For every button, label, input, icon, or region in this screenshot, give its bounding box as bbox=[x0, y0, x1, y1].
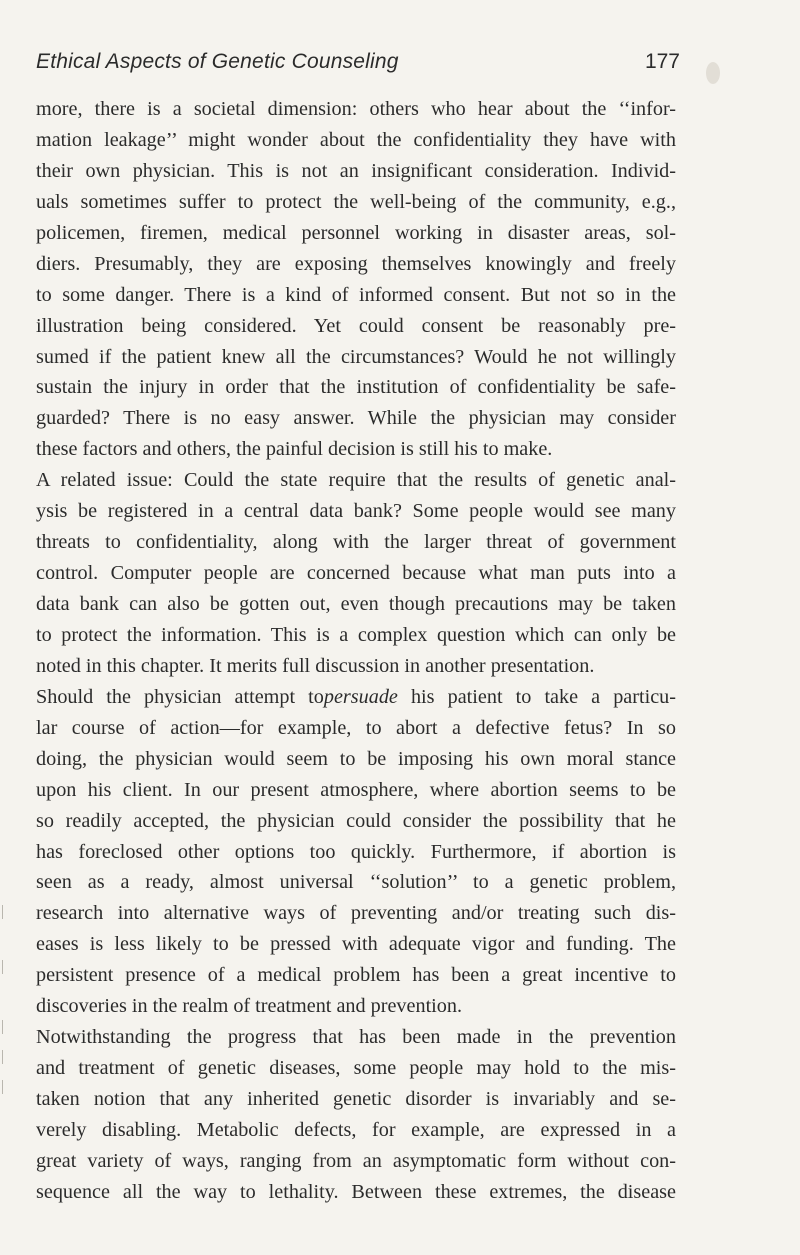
page-number: 177 bbox=[644, 50, 680, 73]
text-line: noted in this chapter. It merits full discussion in another presentation. bbox=[36, 654, 595, 677]
text-line: their own physician. This is not an insignificant consideration. Individ- bbox=[36, 159, 676, 182]
text-line: taken notion that any inherited genetic disorder is invariably and se- bbox=[36, 1088, 676, 1110]
text-line: threats to confidentiality, along with the larger threat of government bbox=[36, 531, 676, 554]
text-line: guarded? There is no easy answer. While the physician may consider bbox=[36, 407, 676, 430]
text-line: seen as a ready, almost universal ‘‘solution’’ to a genetic problem, bbox=[36, 871, 676, 894]
margin-mark bbox=[2, 1020, 7, 1034]
text-line: persistent presence of a medical problem has been a great incentive to bbox=[36, 964, 676, 987]
text-line: policemen, firemen, medical personnel working in disaster areas, sol- bbox=[36, 221, 676, 244]
text-line: control. Computer people are concerned because what man puts into a bbox=[36, 562, 676, 585]
text-line: uals sometimes suffer to protect the well-being of the community, e.g., bbox=[36, 190, 676, 213]
text-line: sumed if the patient knew all the circumstances? Would he not willingly bbox=[36, 345, 676, 368]
text-line-end: his patient to take a particu- bbox=[397, 685, 676, 708]
text-line: to some danger. There is a kind of informed consent. But not so in the bbox=[36, 283, 676, 306]
text-line: to protect the information. This is a complex question which can only be bbox=[36, 623, 676, 646]
text-line: eases is less likely to be pressed with adequate vigor and funding. The bbox=[36, 933, 676, 956]
margin-mark bbox=[2, 905, 7, 919]
emphasized-word: persuade bbox=[323, 685, 398, 708]
text-line-start: Should the physician attempt to bbox=[36, 685, 324, 708]
text-line: Notwithstanding the progress that has been made in the prevention bbox=[36, 1026, 676, 1049]
margin-mark bbox=[2, 1080, 7, 1094]
text-line: great variety of ways, ranging from an asymptomatic form without con- bbox=[36, 1149, 676, 1172]
text-line: verely disabling. Metabolic defects, for example, are expressed in a bbox=[36, 1118, 676, 1141]
text-line: illustration being considered. Yet could consent be reasonably pre- bbox=[36, 314, 676, 337]
text-line: sustain the injury in order that the institution of confidentiality be safe- bbox=[36, 376, 676, 399]
text-line: sequence all the way to lethality. Between these extremes, the disease bbox=[36, 1180, 676, 1203]
text-line: A related issue: Could the state require that the results of genetic anal- bbox=[36, 469, 676, 492]
text-line: these factors and others, the painful decision is still his to make. bbox=[36, 438, 553, 461]
text-line: doing, the physician would seem to be imposing his own moral stance bbox=[36, 747, 676, 770]
page-blemish bbox=[706, 62, 720, 84]
body-text bbox=[36, 94, 676, 1208]
text-line: research into alternative ways of preventing and/or treating such dis- bbox=[36, 902, 676, 925]
text-line: discoveries in the realm of treatment and prevention. bbox=[36, 995, 463, 1018]
text-line: has foreclosed other options too quickly. Furthermore, if abortion is bbox=[36, 840, 676, 863]
text-line: mation leakage’’ might wonder about the confidentiality they have with bbox=[36, 128, 676, 151]
text-line: lar course of action—for example, to abort a defective fetus? In so bbox=[36, 716, 676, 739]
text-line: upon his client. In our present atmosphere, where abortion seems to be bbox=[36, 778, 676, 801]
running-header bbox=[36, 50, 680, 84]
text-line: data bank can also be gotten out, even though precautions may be taken bbox=[36, 593, 676, 615]
text-line-with-emphasis bbox=[36, 682, 676, 713]
text-line: ysis be registered in a central data bank? Some people would see many bbox=[36, 500, 676, 523]
margin-mark bbox=[2, 960, 7, 974]
text-line: more, there is a societal dimension: others who hear about the ‘‘infor- bbox=[36, 98, 676, 120]
text-line: diers. Presumably, they are exposing themselves knowingly and freely bbox=[36, 252, 676, 275]
running-title: Ethical Aspects of Genetic Counseling bbox=[36, 50, 399, 73]
text-line: so readily accepted, the physician could consider the possibility that he bbox=[36, 809, 676, 832]
margin-mark bbox=[2, 1050, 7, 1064]
text-line: and treatment of genetic diseases, some people may hold to the mis- bbox=[36, 1057, 676, 1080]
